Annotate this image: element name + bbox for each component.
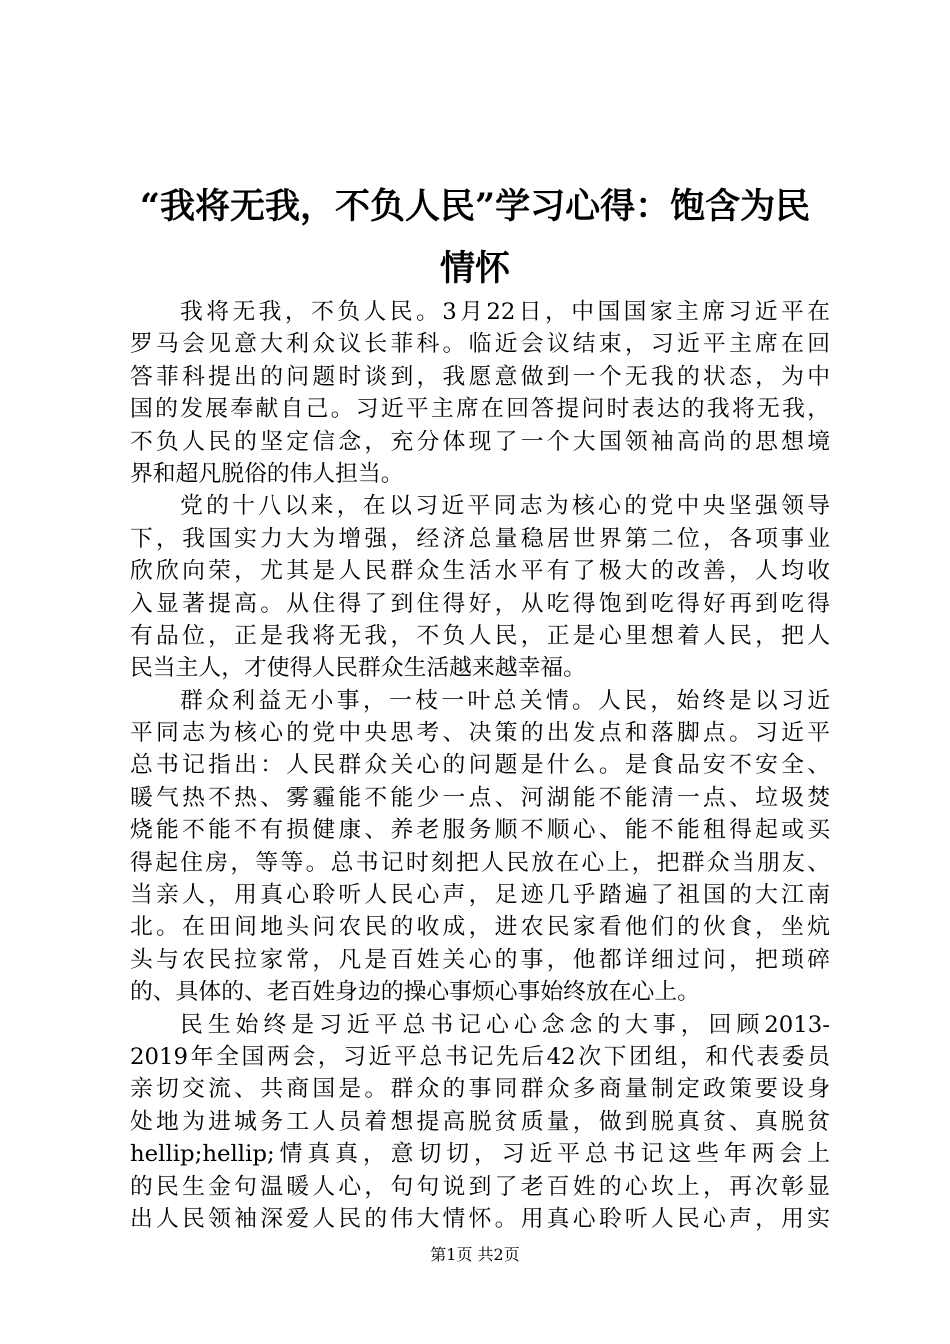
paragraph-line: 答菲科提出的问题时谈到，我愿意做到一个无我的状态，为中: [130, 363, 830, 390]
paragraph: [130, 685, 830, 1009]
paragraph-line: 国的发展奉献自己。习近平主席在回答提问时表达的我将无我，: [130, 396, 830, 423]
paragraph-line: 我将无我，不负人民。3月22日，中国国家主席习近平在: [180, 299, 830, 325]
paragraph-line: 罗马会见意大利众议长菲科。临近会议结束，习近平主席在回: [130, 331, 830, 358]
paragraph-line: 界和超凡脱俗的伟人担当。: [130, 460, 404, 487]
paragraph-line: 烧能不能不有损健康、养老服务顺不顺心、能不能租得起或买: [130, 817, 830, 844]
paragraph: [130, 490, 830, 684]
paragraph-line: 得起住房，等等。总书记时刻把人民放在心上，把群众当朋友、: [130, 849, 830, 876]
paragraph: [130, 296, 830, 490]
paragraph-line: 党的十八以来，在以习近平同志为核心的党中央坚强领导: [180, 493, 830, 520]
paragraph-line: 的民生金句温暖人心，句句说到了老百姓的心坎上，再次彰显: [130, 1173, 830, 1200]
paragraph-line: 北。在田间地头问农民的收成，进农民家看他们的伙食，坐炕: [130, 914, 830, 941]
paragraph-line: 有品位，正是我将无我，不负人民，正是心里想着人民，把人: [130, 622, 830, 649]
paragraph-line: 不负人民的坚定信念，充分体现了一个大国领袖高尚的思想境: [130, 428, 830, 455]
paragraph-line: 暖气热不热、雾霾能不能少一点、河湖能不能清一点、垃圾焚: [130, 784, 830, 811]
paragraph-line: 处地为进城务工人员着想提高脱贫质量，做到脱真贫、真脱贫: [130, 1108, 830, 1135]
paragraph-line: 欣欣向荣，尤其是人民群众生活水平有了极大的改善，人均收: [130, 558, 830, 585]
document-title: [120, 176, 830, 300]
paragraph-line: 头与农民拉家常，凡是百姓关心的事，他都详细过问，把琐碎: [130, 946, 830, 973]
paragraph-line: 当亲人，用真心聆听人民心声，足迹几乎踏遍了祖国的大江南: [130, 882, 830, 909]
paragraph-line: 亲切交流、共商国是。群众的事同群众多商量制定政策要设身: [130, 1076, 830, 1103]
paragraph: [130, 1009, 830, 1236]
paragraph-line: 民生始终是习近平总书记心心念念的大事，回顾2013-: [180, 1011, 830, 1038]
paragraph-line: 平同志为核心的党中央思考、决策的出发点和落脚点。习近平: [130, 720, 830, 747]
title-line: “我将无我，不负人民”学习心得：饱含为民: [139, 186, 811, 227]
paragraph-line: 民当主人，才使得人民群众生活越来越幸福。: [130, 655, 586, 682]
paragraph-line: 2019年全国两会，习近平总书记先后42次下团组，和代表委员: [130, 1043, 830, 1070]
paragraph-line: 的、具体的、老百姓身边的操心事烦心事始终放在心上。: [130, 979, 700, 1006]
paragraph-line: 下，我国实力大为增强，经济总量稳居世界第二位，各项事业: [130, 525, 830, 552]
paragraph-line: 群众利益无小事，一枝一叶总关情。人民，始终是以习近: [180, 687, 830, 714]
document-body: [130, 296, 830, 1235]
page-footer: 第1页 共2页: [430, 1245, 520, 1264]
paragraph-line: 总书记指出：人民群众关心的问题是什么。是食品安不安全、: [130, 752, 830, 779]
title-line: 情怀: [439, 248, 510, 289]
paragraph-line: 出人民领袖深爱人民的伟大情怀。用真心聆听人民心声，用实: [130, 1205, 830, 1232]
paragraph-line: 入显著提高。从住得了到住得好，从吃得饱到吃得好再到吃得: [130, 590, 830, 617]
paragraph-line: hellip;hellip;情真真，意切切，习近平总书记这些年两会上: [130, 1141, 830, 1168]
